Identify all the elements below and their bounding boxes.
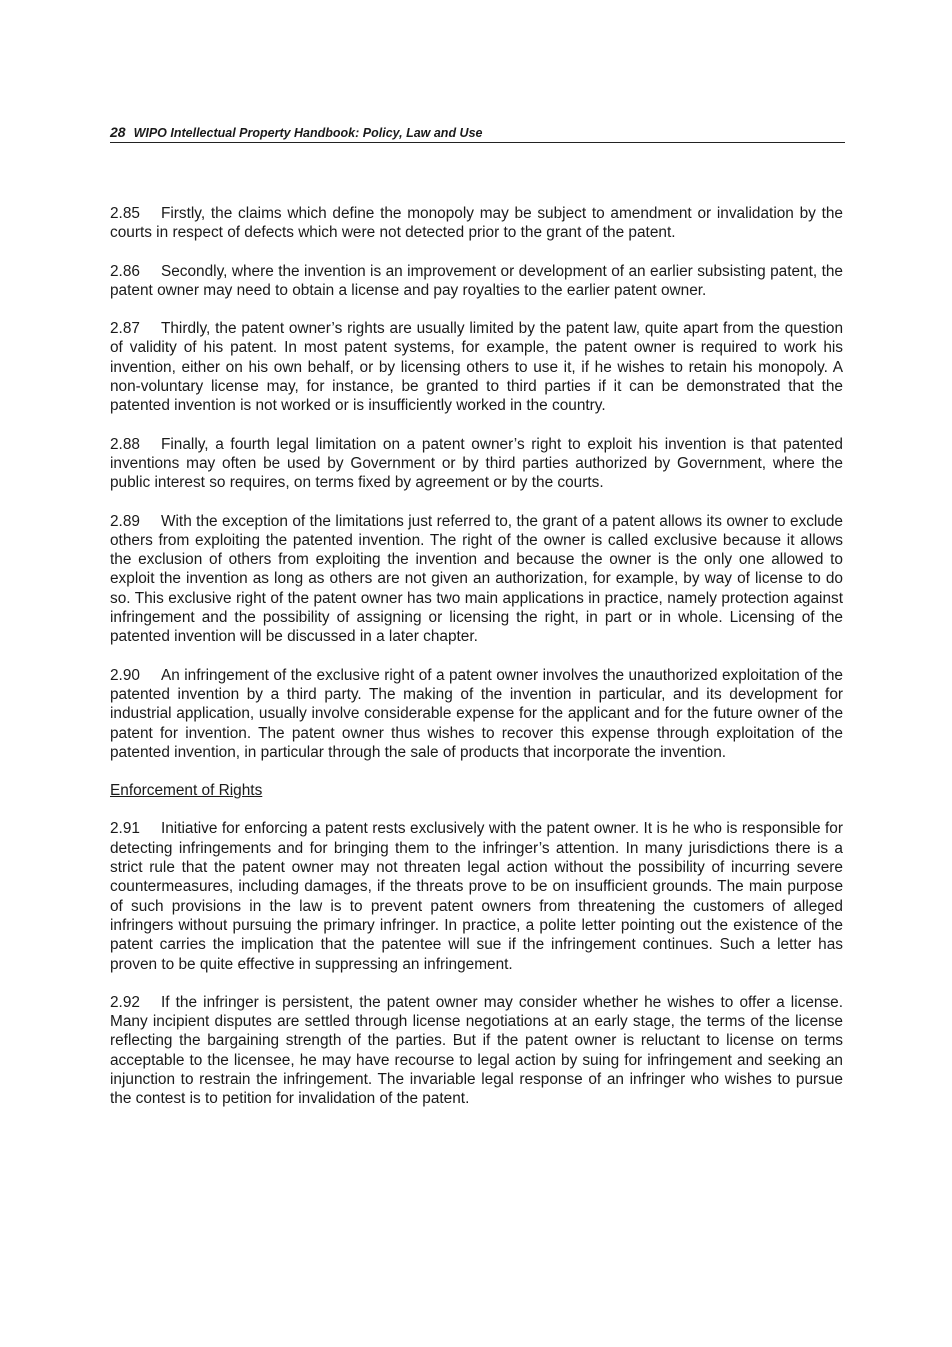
paragraph-2-86 <box>110 262 843 301</box>
paragraph-2-88 <box>110 435 843 493</box>
paragraph-number: 2.85 <box>110 205 140 222</box>
section-heading: Enforcement of Rights <box>110 782 263 800</box>
paragraph-2-87 <box>110 319 843 415</box>
paragraph-2-90 <box>110 666 843 762</box>
page-body <box>110 204 843 1128</box>
paragraph-number: 2.86 <box>110 262 140 280</box>
paragraph-text: Firstly, the claims which define the monopoly may be subject to amendment or invalidation by the courts in respect of defects which were not detected prior to the grant of the patent. <box>110 205 843 242</box>
paragraph-2-85 <box>110 204 843 243</box>
paragraph-number: 2.88 <box>110 435 140 453</box>
paragraph-text: An infringement of the exclusive right of a patent owner involves the unauthorized exploitation of the patented invention by a third party. The making of the invention in particular, and its development for industrial application, usually involve considerable expense for the applicant and for the future owner of the patent for invention. The patent owner thus wishes to recover this expense through exploitation of the patented invention, in particular through the sale of products that incorporate the invention. <box>110 666 843 761</box>
paragraph-number: 2.91 <box>110 820 140 838</box>
paragraph-2-89 <box>110 512 843 647</box>
paragraph-text: Initiative for enforcing a patent rests exclusively with the patent owner. It is he who is responsible for detecting infringements and for bringing them to the infringer’s attention. In many jurisdictions there is a strict rule that the patent owner may not threaten legal action without the possibility of incurring severe countermeasures, including damages, if the threats prove to be on insufficient grounds. The main purpose of such provisions in the law is to prevent patent owners from threatening the customers of alleged infringers without pursuing the primary infringer. In practice, a polite letter pointing out the existence of the patent carries the implication that the patentee will sue if the infringement continues. Such a letter has proven to be quite effective in suppressing an infringement. <box>110 820 843 973</box>
page-number: 28 <box>110 124 126 140</box>
paragraph-number: 2.90 <box>110 666 140 684</box>
paragraph-text: Thirdly, the patent owner’s rights are usually limited by the patent law, quite apart from the question of validity of his patent. In most patent systems, for example, the patent owner is required to work his invention, either on his own behalf, or by licensing others to use it, if he wishes to retain his monopoly. A non-voluntary license may, for instance, be granted to third parties if it can be demonstrated that the patented invention is not worked or is insufficiently worked in the country. <box>110 320 843 415</box>
paragraph-2-92 <box>110 993 843 1109</box>
header-title: WIPO Intellectual Property Handbook: Policy, Law and Use <box>133 126 483 140</box>
running-header <box>110 124 845 143</box>
paragraph-number: 2.87 <box>110 320 140 338</box>
paragraph-number: 2.92 <box>110 993 140 1011</box>
paragraph-text: With the exception of the limitations just referred to, the grant of a patent allows its owner to exclude others from exploiting the patented invention. The right of the owner is called exclusive because it allows the exclusion of others from exploiting the invention and because the owner is the only one allowed to exploit the invention as long as others are not given an authorization, for example, by way of license to do so. This exclusive right of the patent owner has two main applications in practice, namely protection against infringement and the possibility of assigning or licensing the right, in part or in whole. Licensing of the patented invention will be discussed in a later chapter. <box>110 512 843 646</box>
paragraph-text: Finally, a fourth legal limitation on a patent owner’s right to exploit his invention is that patented inventions may often be used by Government or by third parties authorized by Government, where the public interest so requires, on terms fixed by agreement or by the courts. <box>110 435 843 492</box>
paragraph-2-91 <box>110 819 843 973</box>
paragraph-number: 2.89 <box>110 512 140 530</box>
paragraph-text: If the infringer is persistent, the patent owner may consider whether he wishes to offer a license. Many incipient disputes are settled through license negotiations at an early stage, the terms of the license reflecting the bargaining strength of the parties. But if the patent owner is reluctant to license on terms acceptable to the licensee, he may have recourse to legal action by suing for infringement and seeking an injunction to restrain the infringement. The invariable legal response of an infringer who wishes to pursue the contest is to petition for invalidation of the patent. <box>110 993 843 1108</box>
paragraph-text: Secondly, where the invention is an improvement or development of an earlier subsisting patent, the patent owner may need to obtain a license and pay royalties to the earlier patent owner. <box>110 262 843 299</box>
